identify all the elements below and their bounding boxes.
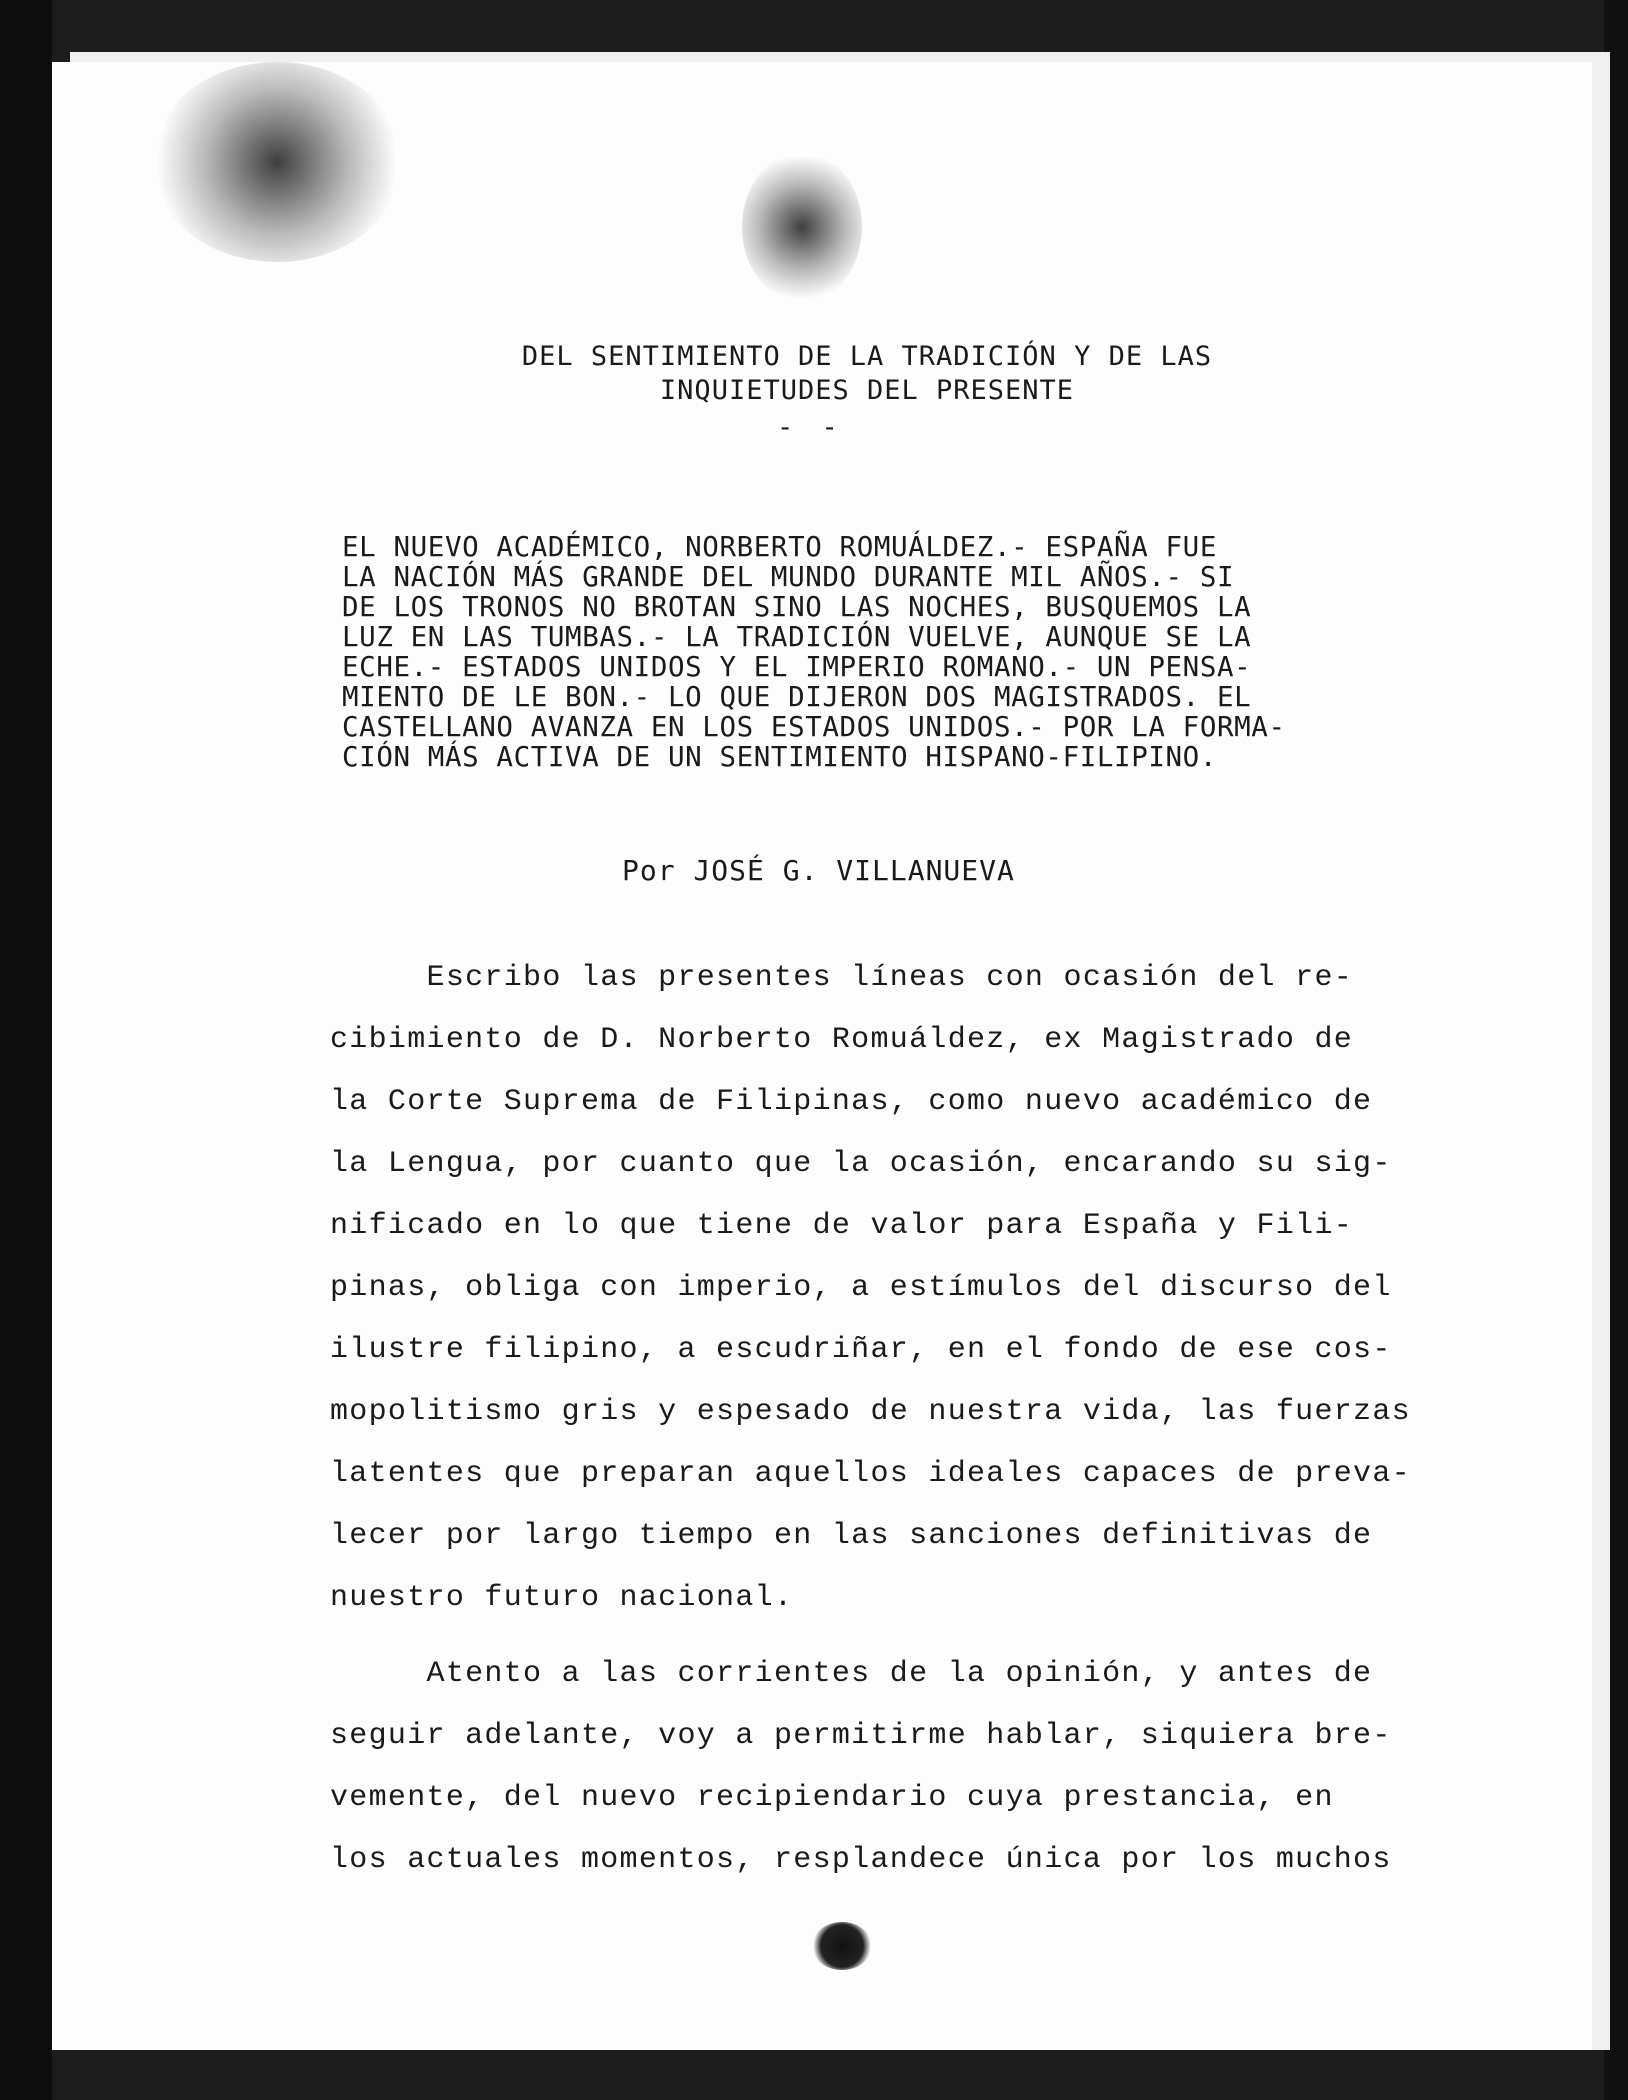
summary-line: LA NACIÓN MÁS GRANDE DEL MUNDO DURANTE MIL AÑOS.- SI xyxy=(342,561,1235,593)
summary-line: LUZ EN LAS TUMBAS.- LA TRADICIÓN VUELVE, AUNQUE SE LA xyxy=(342,621,1252,653)
paragraph-1 xyxy=(330,947,1460,1629)
body-line: latentes que preparan aquellos ideales capaces de preva- xyxy=(330,1457,1411,1491)
body-line: vemente, del nuevo recipiendario cuya prestancia, en xyxy=(330,1781,1334,1815)
body-line: mopolitismo gris y espesado de nuestra vida, las fuerzas xyxy=(330,1395,1411,1429)
body-line: lecer por largo tiempo en las sanciones definitivas de xyxy=(330,1519,1373,1553)
summary-line: MIENTO DE LE BON.- LO QUE DIJERON DOS MAGISTRADOS. EL xyxy=(342,681,1252,713)
body-line: la Lengua, por cuanto que la ocasión, encarando su sig- xyxy=(330,1147,1392,1181)
paragraph-2 xyxy=(330,1643,1460,1891)
title-line: INQUIETUDES DEL PRESENTE xyxy=(659,375,1075,406)
typewritten-page xyxy=(52,62,1592,2050)
body-line: ilustre filipino, a escudriñar, en el fondo de ese cos- xyxy=(330,1333,1392,1367)
summary-line: EL NUEVO ACADÉMICO, NORBERTO ROMUÁLDEZ.- ESPAÑA FUE xyxy=(342,531,1217,563)
article-summary xyxy=(342,532,1472,772)
body-line: Atento a las corrientes de la opinión, y antes de xyxy=(330,1657,1373,1691)
title-line: DEL SENTIMIENTO DE LA TRADICIÓN Y DE LAS xyxy=(521,341,1213,372)
scan-border-left xyxy=(0,0,52,2100)
ink-smudge xyxy=(152,62,402,262)
summary-line: DE LOS TRONOS NO BROTAN SINO LAS NOCHES, BUSQUEMOS LA xyxy=(342,591,1252,623)
summary-line: ECHE.- ESTADOS UNIDOS Y EL IMPERIO ROMANO.- UN PENSA- xyxy=(342,651,1252,683)
body-line: la Corte Suprema de Filipinas, como nuevo académico de xyxy=(330,1085,1373,1119)
summary-line: CASTELLANO AVANZA EN LOS ESTADOS UNIDOS.- POR LA FORMA- xyxy=(342,711,1286,743)
byline: Por JOSÉ G. VILLANUEVA xyxy=(622,854,1015,887)
body-line: seguir adelante, voy a permitirme hablar, siquiera bre- xyxy=(330,1719,1392,1753)
body-line: nificado en lo que tiene de valor para España y Fili- xyxy=(330,1209,1354,1243)
body-line: nuestro futuro nacional. xyxy=(330,1581,794,1615)
article-title xyxy=(427,340,1307,408)
article-body xyxy=(330,947,1460,1891)
body-line: pinas, obliga con imperio, a estímulos del discurso del xyxy=(330,1271,1392,1305)
body-line: los actuales momentos, resplandece única por los muchos xyxy=(330,1843,1392,1877)
paragraph-gap xyxy=(330,1629,1460,1643)
body-line: cibimiento de D. Norberto Romuáldez, ex Magistrado de xyxy=(330,1023,1354,1057)
body-line: Escribo las presentes líneas con ocasión del re- xyxy=(330,961,1354,995)
ink-blot xyxy=(812,1922,872,1970)
ink-smudge xyxy=(742,152,862,302)
summary-line: CIÓN MÁS ACTIVA DE UN SENTIMIENTO HISPANO-FILIPINO. xyxy=(342,741,1217,773)
title-separator: - - xyxy=(777,412,844,443)
